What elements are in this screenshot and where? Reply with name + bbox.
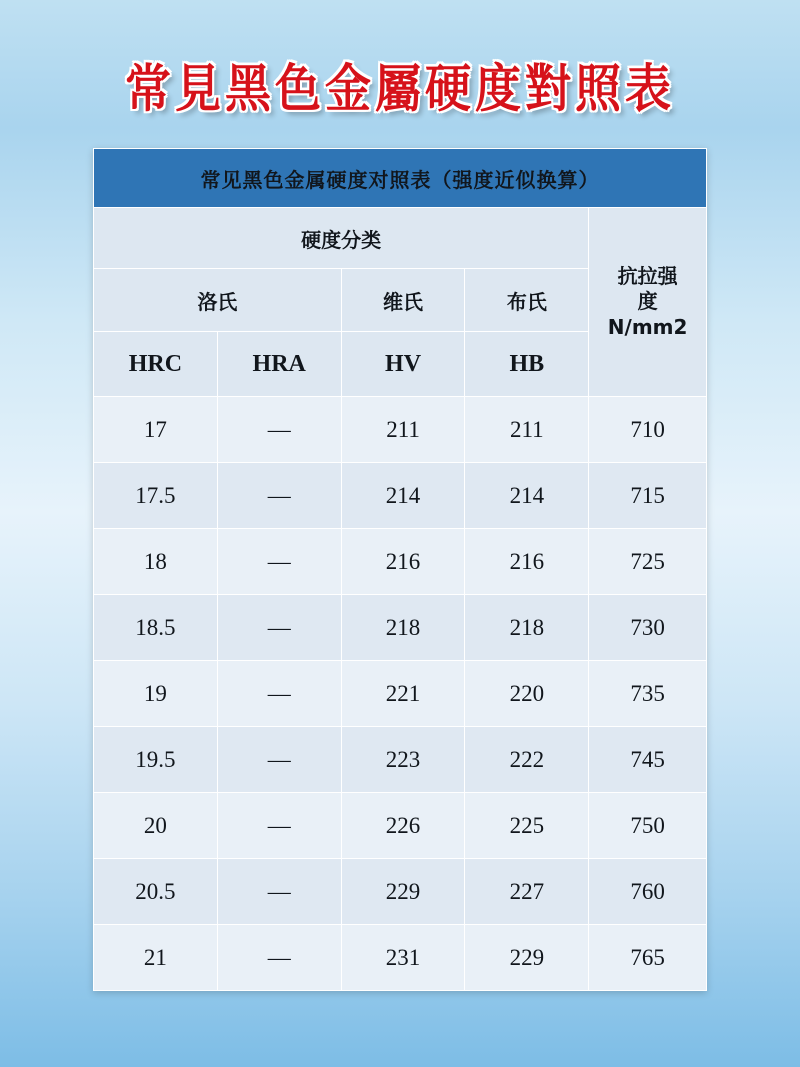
cell-hrc: 21: [94, 925, 218, 991]
cell-tensile: 725: [589, 529, 707, 595]
cell-hv: 211: [341, 397, 465, 463]
scale-header-rockwell: 洛氏: [94, 269, 342, 332]
cell-hb: 227: [465, 859, 589, 925]
table-row: [94, 463, 707, 529]
code-header-hb: HB: [465, 332, 589, 397]
table-caption-row: [94, 149, 707, 208]
cell-hb: 214: [465, 463, 589, 529]
cell-hb: 211: [465, 397, 589, 463]
code-header-hra: HRA: [217, 332, 341, 397]
cell-tensile: 765: [589, 925, 707, 991]
cell-hra: —: [217, 463, 341, 529]
cell-hv: 231: [341, 925, 465, 991]
cell-tensile: 735: [589, 661, 707, 727]
scale-header-vickers: 维氏: [341, 269, 465, 332]
cell-hv: 226: [341, 793, 465, 859]
cell-hb: 222: [465, 727, 589, 793]
tensile-header-line-1: 抗拉强: [617, 263, 678, 288]
cell-hv: 218: [341, 595, 465, 661]
cell-tensile: 750: [589, 793, 707, 859]
table-head: [94, 149, 707, 397]
group-header-hardness: 硬度分类: [94, 208, 589, 269]
cell-hra: —: [217, 925, 341, 991]
table-row: [94, 727, 707, 793]
cell-hb: 220: [465, 661, 589, 727]
cell-hrc: 19: [94, 661, 218, 727]
cell-hra: —: [217, 793, 341, 859]
banner: [0, 52, 800, 118]
cell-hv: 216: [341, 529, 465, 595]
cell-hra: —: [217, 727, 341, 793]
tensile-strength-header: [589, 208, 707, 397]
cell-tensile: 710: [589, 397, 707, 463]
table-row: [94, 595, 707, 661]
cell-hrc: 20.5: [94, 859, 218, 925]
code-header-hrc: HRC: [94, 332, 218, 397]
poster-title: 常見黑色金屬硬度對照表: [125, 58, 675, 119]
table-caption: 常见黑色金属硬度对照表（强度近似换算）: [94, 149, 707, 208]
cell-hra: —: [217, 859, 341, 925]
code-header-hv: HV: [341, 332, 465, 397]
tensile-header-line-2: 度: [637, 289, 658, 314]
hardness-table: [93, 148, 707, 991]
cell-hra: —: [217, 661, 341, 727]
scale-header-brinell: 布氏: [465, 269, 589, 332]
table-row: [94, 529, 707, 595]
tensile-header-line-3: N/mm2: [607, 314, 688, 339]
table-row: [94, 397, 707, 463]
cell-tensile: 745: [589, 727, 707, 793]
table-body: [94, 397, 707, 991]
cell-hra: —: [217, 529, 341, 595]
cell-tensile: 730: [589, 595, 707, 661]
cell-hra: —: [217, 595, 341, 661]
cell-hrc: 18.5: [94, 595, 218, 661]
cell-hrc: 17.5: [94, 463, 218, 529]
hardness-table-card: [93, 148, 707, 991]
group-header-row: [94, 208, 707, 269]
cell-hb: 216: [465, 529, 589, 595]
table-row: [94, 661, 707, 727]
cell-hrc: 18: [94, 529, 218, 595]
table-row: [94, 925, 707, 991]
cell-hb: 225: [465, 793, 589, 859]
cell-tensile: 760: [589, 859, 707, 925]
cell-hv: 221: [341, 661, 465, 727]
cell-hb: 218: [465, 595, 589, 661]
cell-hb: 229: [465, 925, 589, 991]
table-row: [94, 793, 707, 859]
cell-hra: —: [217, 397, 341, 463]
cell-hv: 214: [341, 463, 465, 529]
cell-tensile: 715: [589, 463, 707, 529]
cell-hv: 223: [341, 727, 465, 793]
cell-hrc: 19.5: [94, 727, 218, 793]
cell-hrc: 17: [94, 397, 218, 463]
table-row: [94, 859, 707, 925]
cell-hv: 229: [341, 859, 465, 925]
cell-hrc: 20: [94, 793, 218, 859]
